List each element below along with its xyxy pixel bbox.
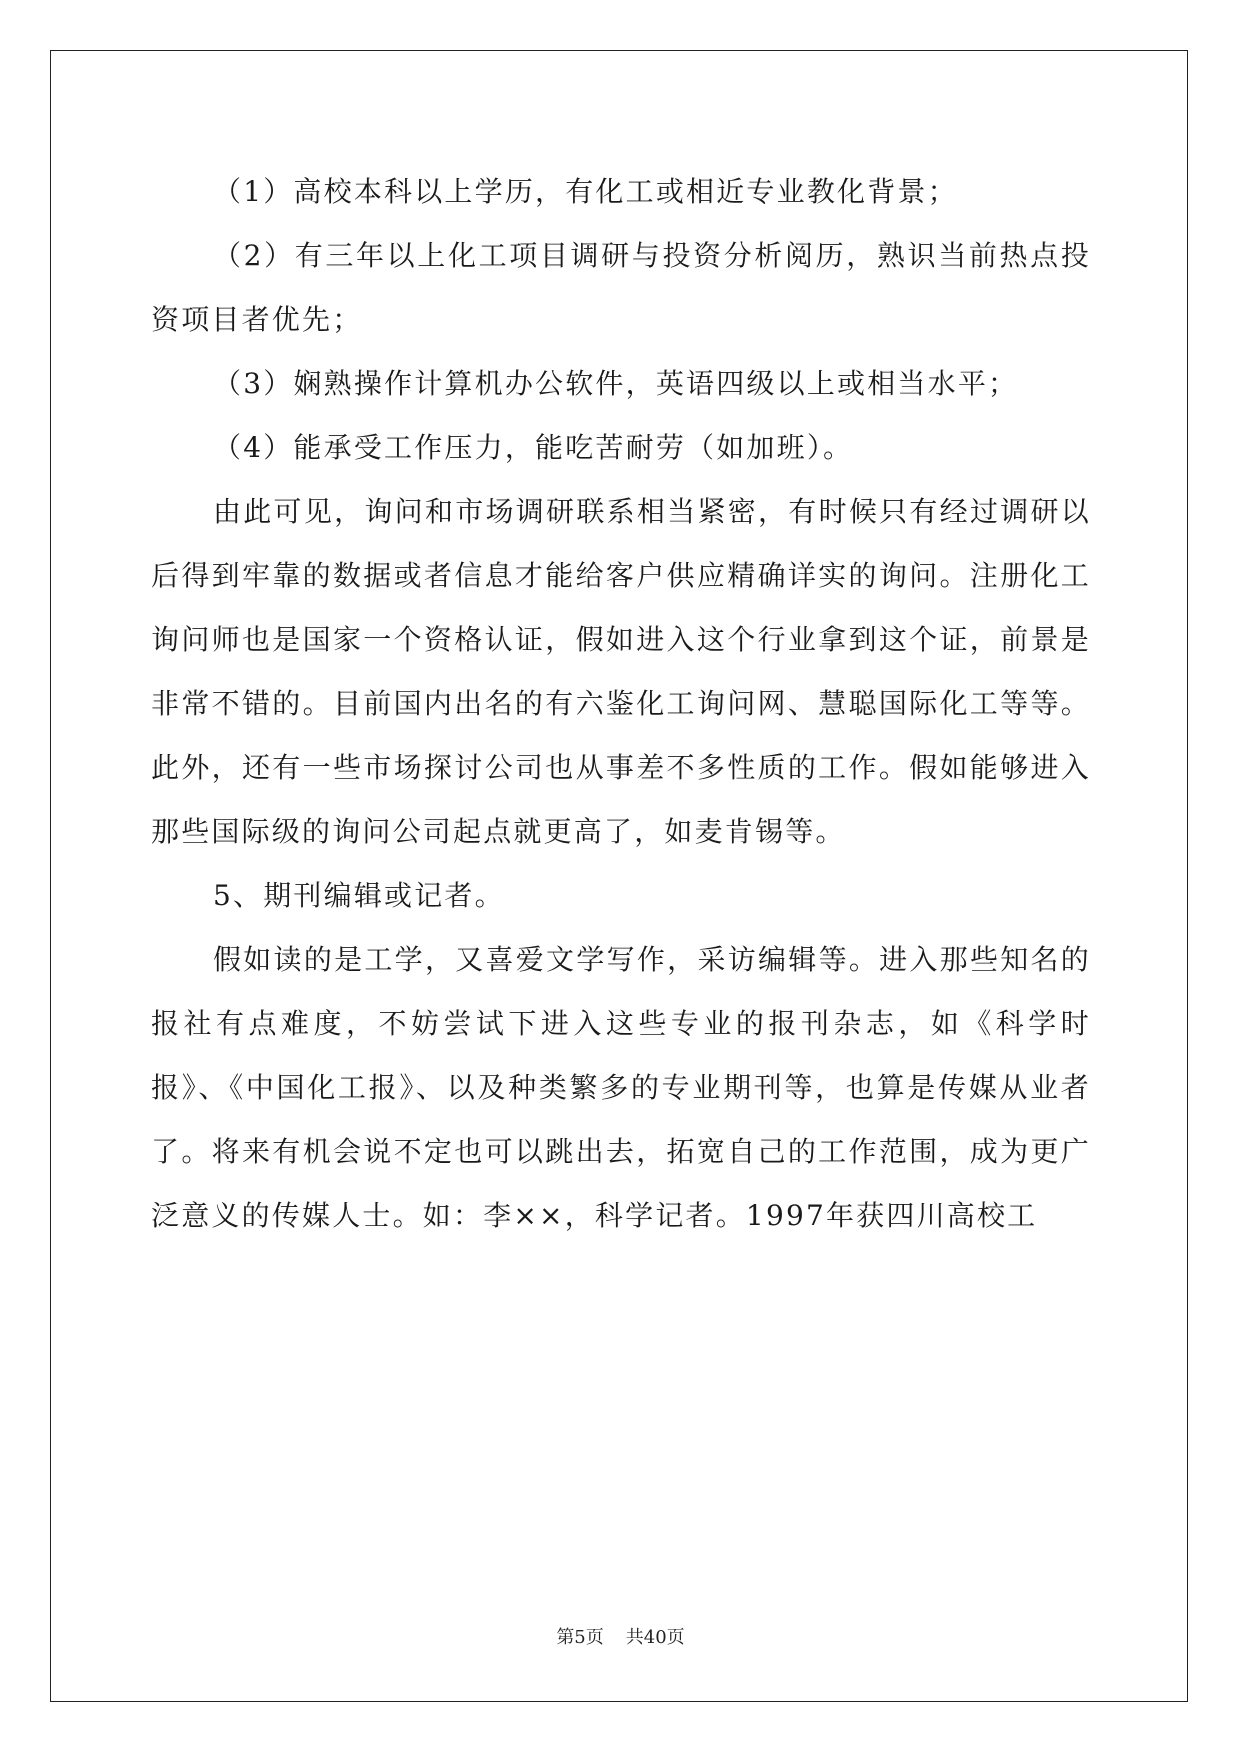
paragraph-7: 假如读的是工学，又喜爱文学写作，采访编辑等。进入那些知名的报社有点难度，不妨尝试下进入这些专业的报刊杂志，如《科学时报》、《中国化工报》、以及种类繁多的专业期刊等，也算是传媒从业者了。将来有机会说不定也可以跳出去，拓宽自己的工作范围，成为更广泛意义的传媒人士。如：李××，科学记者。1997年获四川高校工 [151,943,1091,1232]
paragraph-4: （4）能承受工作压力，能吃苦耐劳（如加班）。 [213,431,854,464]
document-body [151,160,1091,1248]
paragraph-3: （3）娴熟操作计算机办公软件，英语四级以上或相当水平； [213,367,1019,400]
page-footer [0,1623,1241,1649]
paragraph-5: 由此可见，询问和市场调研联系相当紧密，有时候只有经过调研以后得到牢靠的数据或者信息才能给客户供应精确详实的询问。注册化工询问师也是国家一个资格认证，假如进入这个行业拿到这个证，前景是非常不错的。目前国内出名的有六鉴化工询问网、慧聪国际化工等等。此外，还有一些市场探讨公司也从事差不多性质的工作。假如能够进入那些国际级的询问公司起点就更高了，如麦肯锡等。 [151,495,1091,848]
page-number: 第5页 [556,1627,604,1648]
paragraph-2: （2）有三年以上化工项目调研与投资分析阅历，熟识当前热点投资项目者优先； [151,239,1091,336]
section-heading: 5、期刊编辑或记者。 [213,879,505,912]
page-total: 共40页 [625,1627,685,1648]
paragraph-1: （1）高校本科以上学历，有化工或相近专业教化背景； [213,175,958,208]
